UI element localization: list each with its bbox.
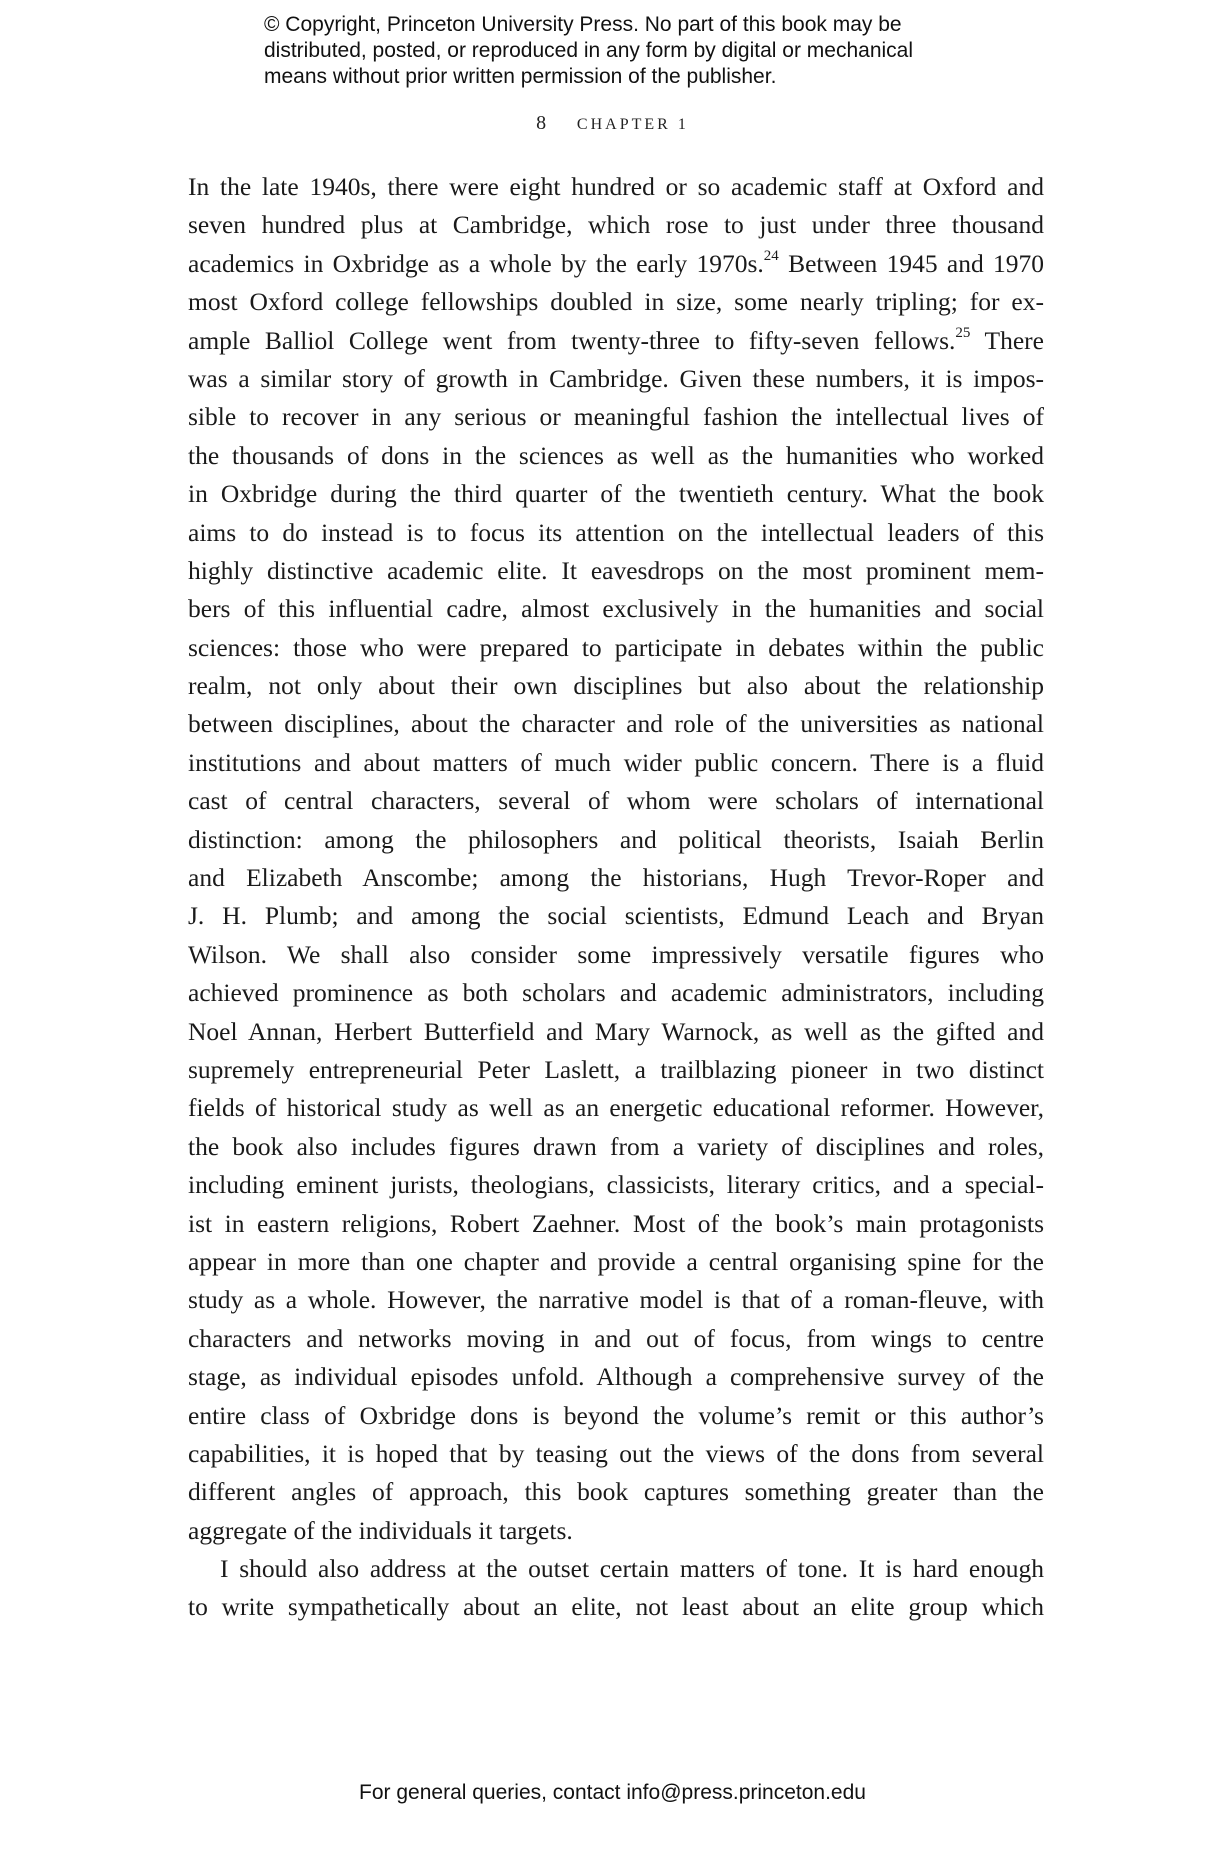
text-line: institutions and about matters of much wider public concern. There is a fluid	[188, 747, 1044, 777]
copyright-line-1: © Copyright, Princeton University Press. No part of this book may be	[264, 13, 902, 36]
text-segment: Between 1945 and 1970	[778, 248, 1044, 278]
text-line	[188, 322, 1044, 360]
chapter-label: CHAPTER 1	[576, 116, 689, 133]
text-line: J. H. Plumb; and among the social scientists, Edmund Leach and Bryan	[188, 901, 1044, 931]
text-line: fields of historical study as well as an energetic educational reformer. However,	[188, 1093, 1044, 1123]
text-line: the thousands of dons in the sciences as well as the humanities who worked	[188, 440, 1044, 470]
text-line: study as a whole. However, the narrative model is that of a roman-fleuve, with	[188, 1285, 1044, 1315]
text-line: Wilson. We shall also consider some impressively versatile figures who	[188, 939, 1044, 969]
copyright-line-3: means without prior written permission of the publisher.	[264, 65, 777, 88]
text-line: aggregate of the individuals it targets.	[188, 1515, 573, 1545]
text-line: to write sympathetically about an elite, not least about an elite group which	[188, 1592, 1044, 1622]
text-segment: There	[970, 325, 1044, 355]
text-line: In the late 1940s, there were eight hundred or so academic staff at Oxford and	[188, 172, 1044, 201]
page-number: 8	[536, 112, 547, 134]
text-line: most Oxford college fellowships doubled in size, some nearly tripling; for ex-	[188, 287, 1044, 317]
text-segment: ample Balliol College went from twenty-three to fifty-seven fellows.	[188, 325, 956, 355]
footnote-ref-24[interactable]: 24	[763, 248, 779, 265]
text-line: ist in eastern religions, Robert Zaehner. Most of the book’s main protagonists	[188, 1208, 1044, 1238]
text-line: sciences: those who were prepared to participate in debates within the public	[188, 632, 1044, 662]
footer-contact: For general queries, contact info@press.princeton.edu	[359, 1781, 866, 1804]
text-line: I should also address at the outset certain matters of tone. It is hard enough	[220, 1554, 1044, 1584]
text-line: achieved prominence as both scholars and academic administrators, including	[188, 978, 1044, 1008]
text-line: seven hundred plus at Cambridge, which rose to just under three thousand	[188, 210, 1044, 240]
text-line: highly distinctive academic elite. It eavesdrops on the most prominent mem-	[188, 555, 1044, 585]
text-line: different angles of approach, this book captures something greater than the	[188, 1477, 1044, 1507]
text-line: supremely entrepreneurial Peter Laslett, a trailblazing pioneer in two distinct	[188, 1054, 1044, 1084]
text-line: entire class of Oxbridge dons is beyond the volume’s remit or this author’s	[188, 1400, 1044, 1430]
copyright-line-2: distributed, posted, or reproduced in any form by digital or mechanical	[264, 39, 914, 62]
text-line: realm, not only about their own disciplines but also about the relationship	[188, 671, 1044, 701]
text-line: aims to do instead is to focus its attention on the intellectual leaders of this	[188, 517, 1044, 547]
text-line: between disciplines, about the character and role of the universities as national	[188, 709, 1044, 739]
text-line: the book also includes figures drawn from a variety of disciplines and roles,	[188, 1131, 1044, 1161]
text-line: and Elizabeth Anscombe; among the historians, Hugh Trevor-Roper and	[188, 863, 1044, 893]
footnote-ref-25[interactable]: 25	[955, 325, 971, 342]
body-text	[188, 168, 1044, 1627]
text-line: bers of this influential cadre, almost exclusively in the humanities and social	[188, 594, 1044, 624]
text-line: cast of central characters, several of whom were scholars of international	[188, 786, 1044, 816]
text-line: stage, as individual episodes unfold. Although a comprehensive survey of the	[188, 1362, 1044, 1392]
text-line: sible to recover in any serious or meaningful fashion the intellectual lives of	[188, 402, 1044, 432]
text-line: characters and networks moving in and out of focus, from wings to centre	[188, 1323, 1044, 1353]
text-line: capabilities, it is hoped that by teasing out the views of the dons from several	[188, 1438, 1044, 1468]
copyright-notice	[264, 12, 984, 90]
text-line: distinction: among the philosophers and political theorists, Isaiah Berlin	[188, 824, 1044, 854]
text-line: was a similar story of growth in Cambridge. Given these numbers, it is impos-	[188, 363, 1044, 393]
text-line: including eminent jurists, theologians, classicists, literary critics, and a special-	[188, 1170, 1044, 1200]
text-line: Noel Annan, Herbert Butterfield and Mary Warnock, as well as the gifted and	[188, 1016, 1044, 1046]
text-line: in Oxbridge during the third quarter of the twentieth century. What the book	[188, 479, 1044, 509]
text-line: appear in more than one chapter and provide a central organising spine for the	[188, 1246, 1044, 1276]
text-line	[188, 245, 1044, 283]
text-segment: academics in Oxbridge as a whole by the early 1970s.	[188, 248, 764, 278]
running-head	[0, 112, 1225, 135]
